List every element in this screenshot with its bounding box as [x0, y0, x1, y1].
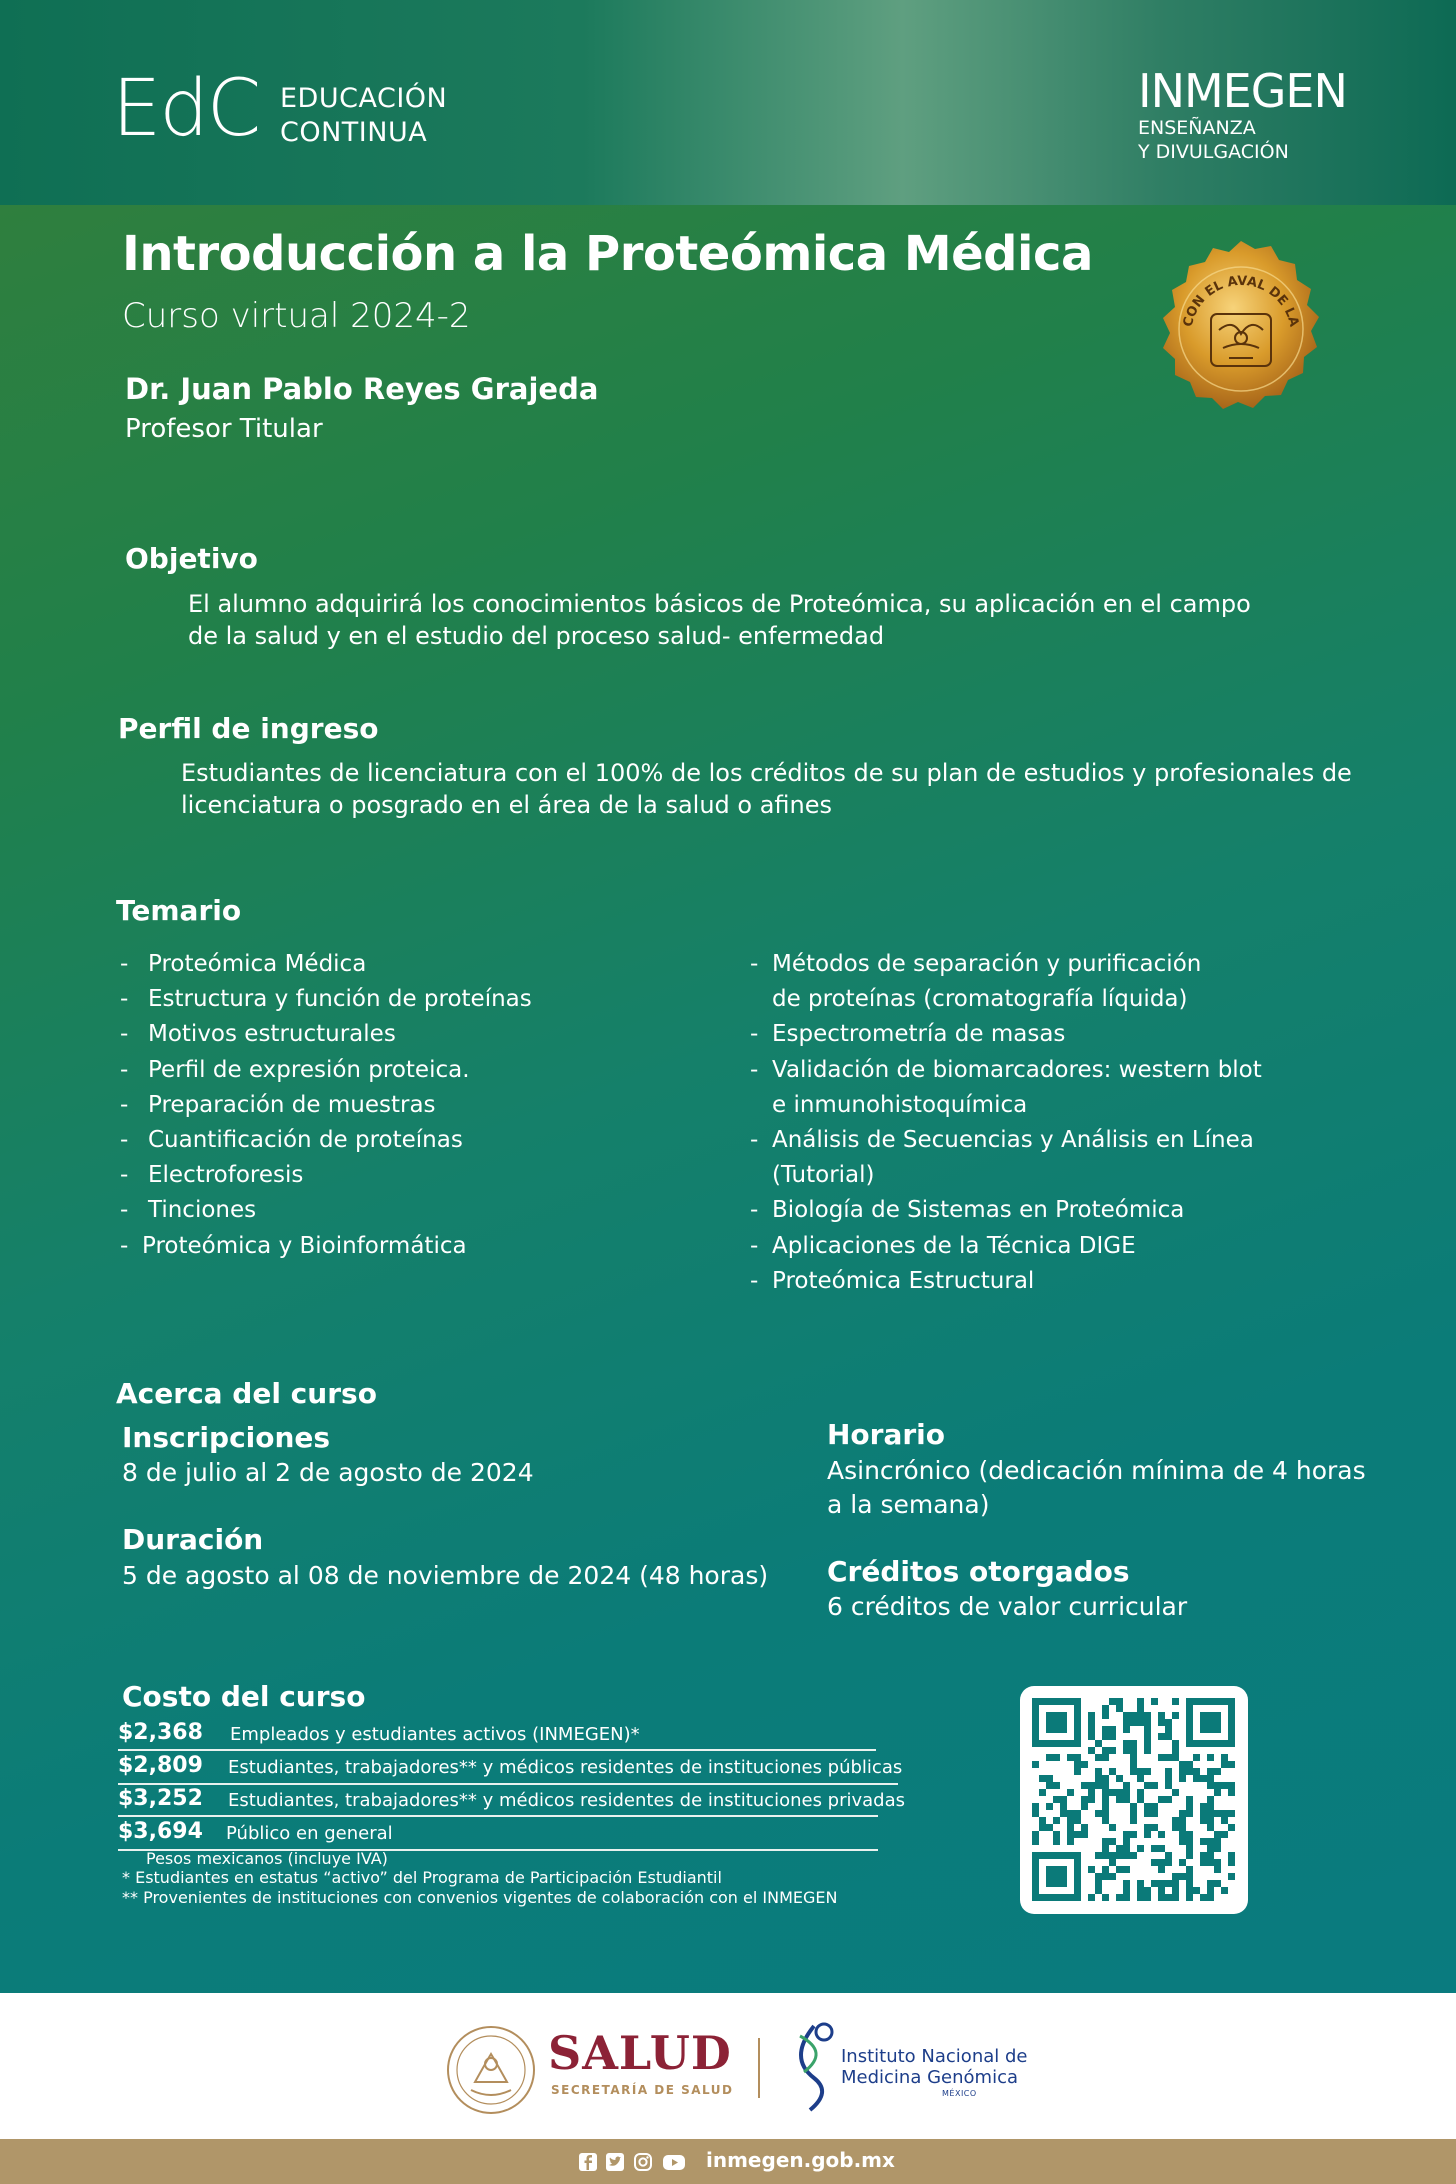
- cost-description: Estudiantes, trabajadores** y médicos residentes de instituciones públicas: [228, 1757, 903, 1778]
- objective-text: [188, 588, 1251, 652]
- qr-code[interactable]: [1020, 1686, 1248, 1914]
- logo-divider: [758, 2038, 760, 2098]
- cost-description: Público en general: [226, 1823, 393, 1844]
- schedule-value: [827, 1454, 1366, 1522]
- list-item: [120, 1017, 532, 1052]
- topic-label: Electroforesis: [148, 1162, 304, 1189]
- cost-row: [118, 1753, 903, 1785]
- registration-label: Inscripciones: [122, 1421, 331, 1454]
- inmegen-dna-icon: [780, 2018, 844, 2114]
- topic-label: Proteómica Médica: [148, 951, 367, 977]
- topic-label: Análisis de Secuencias y Análisis en Línea: [772, 1127, 1254, 1154]
- topic-label-cont: (Tutorial): [772, 1162, 875, 1189]
- objective-line1: El alumno adquirirá los conocimientos básicos de Proteómica, su aplicación en el campo: [188, 590, 1251, 618]
- topic-label: Perfil de expresión proteica.: [148, 1056, 470, 1083]
- instagram-icon[interactable]: [633, 2152, 653, 2172]
- bullet-dash: -: [120, 1091, 129, 1118]
- profile-line2: licenciatura o posgrado en el área de la salud o afines: [181, 791, 833, 819]
- topic-label: Estructura y función de proteínas: [148, 986, 532, 1013]
- professor-name: Dr. Juan Pablo Reyes Grajeda: [125, 372, 599, 406]
- institute-line1: Instituto Nacional de: [841, 2046, 1028, 2067]
- bullet-dash: -: [750, 1197, 759, 1224]
- bullet-dash: -: [120, 1162, 129, 1189]
- list-item: [750, 947, 1262, 1017]
- topic-label: Motivos estructurales: [148, 1021, 396, 1048]
- syllabus-right-list: [750, 947, 1262, 1299]
- cost-heading: Costo del curso: [122, 1680, 366, 1713]
- course-subtitle: Curso virtual 2024-2: [122, 296, 471, 336]
- list-item: [120, 1088, 532, 1123]
- cost-amount: $2,809: [118, 1753, 203, 1778]
- institute-line2: Medicina Genómica: [841, 2067, 1018, 2088]
- institute-country: MÉXICO: [942, 2089, 977, 2098]
- seal-text: CON EL AVAL DE LA: [1180, 273, 1302, 329]
- profile-line1: Estudiantes de licenciatura con el 100% de los créditos de su plan de estudios y profesionales de: [181, 759, 1352, 787]
- cost-divider: [118, 1783, 898, 1785]
- topic-label: Tinciones: [148, 1197, 257, 1224]
- list-item: [750, 1017, 1262, 1052]
- edc-line1: EDUCACIÓN: [280, 83, 448, 114]
- topic-label: Espectrometría de masas: [772, 1021, 1066, 1048]
- list-item: [120, 1158, 532, 1193]
- cost-row: [118, 1720, 878, 1752]
- mexico-coat-of-arms-icon: [445, 2024, 537, 2116]
- syllabus-heading: Temario: [116, 894, 242, 927]
- about-heading: Acerca del curso: [116, 1377, 377, 1410]
- cost-amount: $3,694: [118, 1819, 203, 1844]
- salud-subtitle: SECRETARÍA DE SALUD: [551, 2083, 734, 2097]
- qr-code-icon: [1020, 1686, 1248, 1914]
- topic-label: Preparación de muestras: [148, 1091, 436, 1118]
- website-link[interactable]: inmegen.gob.mx: [706, 2148, 895, 2172]
- objective-heading: Objetivo: [125, 542, 258, 575]
- topic-label-cont: e inmunohistoquímica: [772, 1091, 1028, 1118]
- list-item: [120, 947, 532, 982]
- credits-value: 6 créditos de valor curricular: [827, 1592, 1188, 1621]
- list-item: [120, 982, 532, 1017]
- bullet-dash: -: [750, 1127, 759, 1154]
- registration-value: 8 de julio al 2 de agosto de 2024: [122, 1458, 534, 1487]
- edc-subtitle: [280, 82, 447, 150]
- twitter-icon[interactable]: [605, 2152, 625, 2172]
- edc-logo: EdC: [112, 64, 260, 154]
- unam-seal-icon: [1146, 240, 1336, 418]
- bullet-dash: -: [120, 986, 129, 1013]
- cost-amount: $2,368: [118, 1720, 203, 1745]
- topic-label: Biología de Sistemas en Proteómica: [772, 1197, 1185, 1224]
- objective-line2: de la salud y en el estudio del proceso salud- enfermedad: [188, 622, 885, 650]
- bullet-dash: -: [120, 1232, 129, 1259]
- topic-label-cont: de proteínas (cromatografía líquida): [772, 986, 1188, 1013]
- list-item: [120, 1123, 532, 1158]
- currency-note: Pesos mexicanos (incluye IVA): [146, 1849, 388, 1868]
- bullet-dash: -: [120, 1127, 129, 1154]
- cost-row: [118, 1786, 906, 1818]
- facebook-icon[interactable]: [578, 2152, 598, 2172]
- topic-label: Validación de biomarcadores: western blot: [772, 1056, 1262, 1083]
- duration-value: 5 de agosto al 08 de noviembre de 2024 (48 horas): [122, 1561, 769, 1590]
- inmegen-line2: Y DIVULGACIÓN: [1138, 141, 1289, 163]
- duration-label: Duración: [122, 1523, 264, 1556]
- course-title: Introducción a la Proteómica Médica: [122, 226, 1093, 282]
- list-item: [120, 1053, 532, 1088]
- topic-label: Cuantificación de proteínas: [148, 1127, 463, 1154]
- footnote-1: * Estudiantes en estatus “activo” del Programa de Participación Estudiantil: [122, 1868, 722, 1887]
- topic-label: Proteómica y Bioinformática: [142, 1232, 467, 1259]
- bullet-dash: -: [120, 1021, 129, 1048]
- footnote-2: ** Provenientes de instituciones con convenios vigentes de colaboración con el INMEGEN: [122, 1888, 838, 1907]
- topic-label: Métodos de separación y purificación: [772, 951, 1202, 977]
- edc-line2: CONTINUA: [280, 117, 428, 148]
- youtube-icon[interactable]: [662, 2152, 686, 2172]
- salud-logo-text: SALUD: [548, 2026, 732, 2080]
- bullet-dash: -: [120, 1197, 129, 1224]
- cost-row: [118, 1819, 878, 1851]
- profile-heading: Perfil de ingreso: [118, 712, 379, 745]
- cost-divider: [118, 1815, 878, 1817]
- list-item: [120, 1229, 532, 1264]
- topic-label: Proteómica Estructural: [772, 1267, 1035, 1294]
- bullet-dash: -: [750, 1021, 759, 1048]
- bullet-dash: -: [750, 1232, 759, 1259]
- list-item: [750, 1264, 1262, 1299]
- list-item: [750, 1123, 1262, 1193]
- inmegen-logo: INMEGEN: [1138, 64, 1347, 118]
- bullet-dash: -: [120, 1056, 129, 1083]
- list-item: [120, 1193, 532, 1228]
- institute-name: [841, 2046, 1027, 2088]
- credits-label: Créditos otorgados: [827, 1555, 1130, 1588]
- bullet-dash: -: [750, 951, 759, 977]
- inmegen-line1: ENSEÑANZA: [1138, 117, 1256, 139]
- cost-description: Empleados y estudiantes activos (INMEGEN)*: [230, 1724, 640, 1745]
- bullet-dash: -: [750, 1056, 759, 1083]
- profile-text: [181, 757, 1352, 821]
- bullet-dash: -: [750, 1267, 759, 1294]
- list-item: [750, 1193, 1262, 1228]
- topic-label: Aplicaciones de la Técnica DIGE: [772, 1232, 1136, 1259]
- cost-divider: [118, 1749, 876, 1751]
- cost-amount: $3,252: [118, 1786, 203, 1811]
- schedule-line2: a la semana): [827, 1490, 990, 1519]
- inmegen-subtitle: [1138, 116, 1289, 164]
- list-item: [750, 1229, 1262, 1264]
- list-item: [750, 1053, 1262, 1123]
- schedule-label: Horario: [827, 1418, 946, 1451]
- professor-role: Profesor Titular: [125, 414, 323, 444]
- bullet-dash: -: [120, 951, 129, 977]
- schedule-line1: Asincrónico (dedicación mínima de 4 horas: [827, 1456, 1366, 1485]
- syllabus-left-list: [120, 947, 532, 1264]
- cost-description: Estudiantes, trabajadores** y médicos residentes de instituciones privadas: [228, 1790, 906, 1811]
